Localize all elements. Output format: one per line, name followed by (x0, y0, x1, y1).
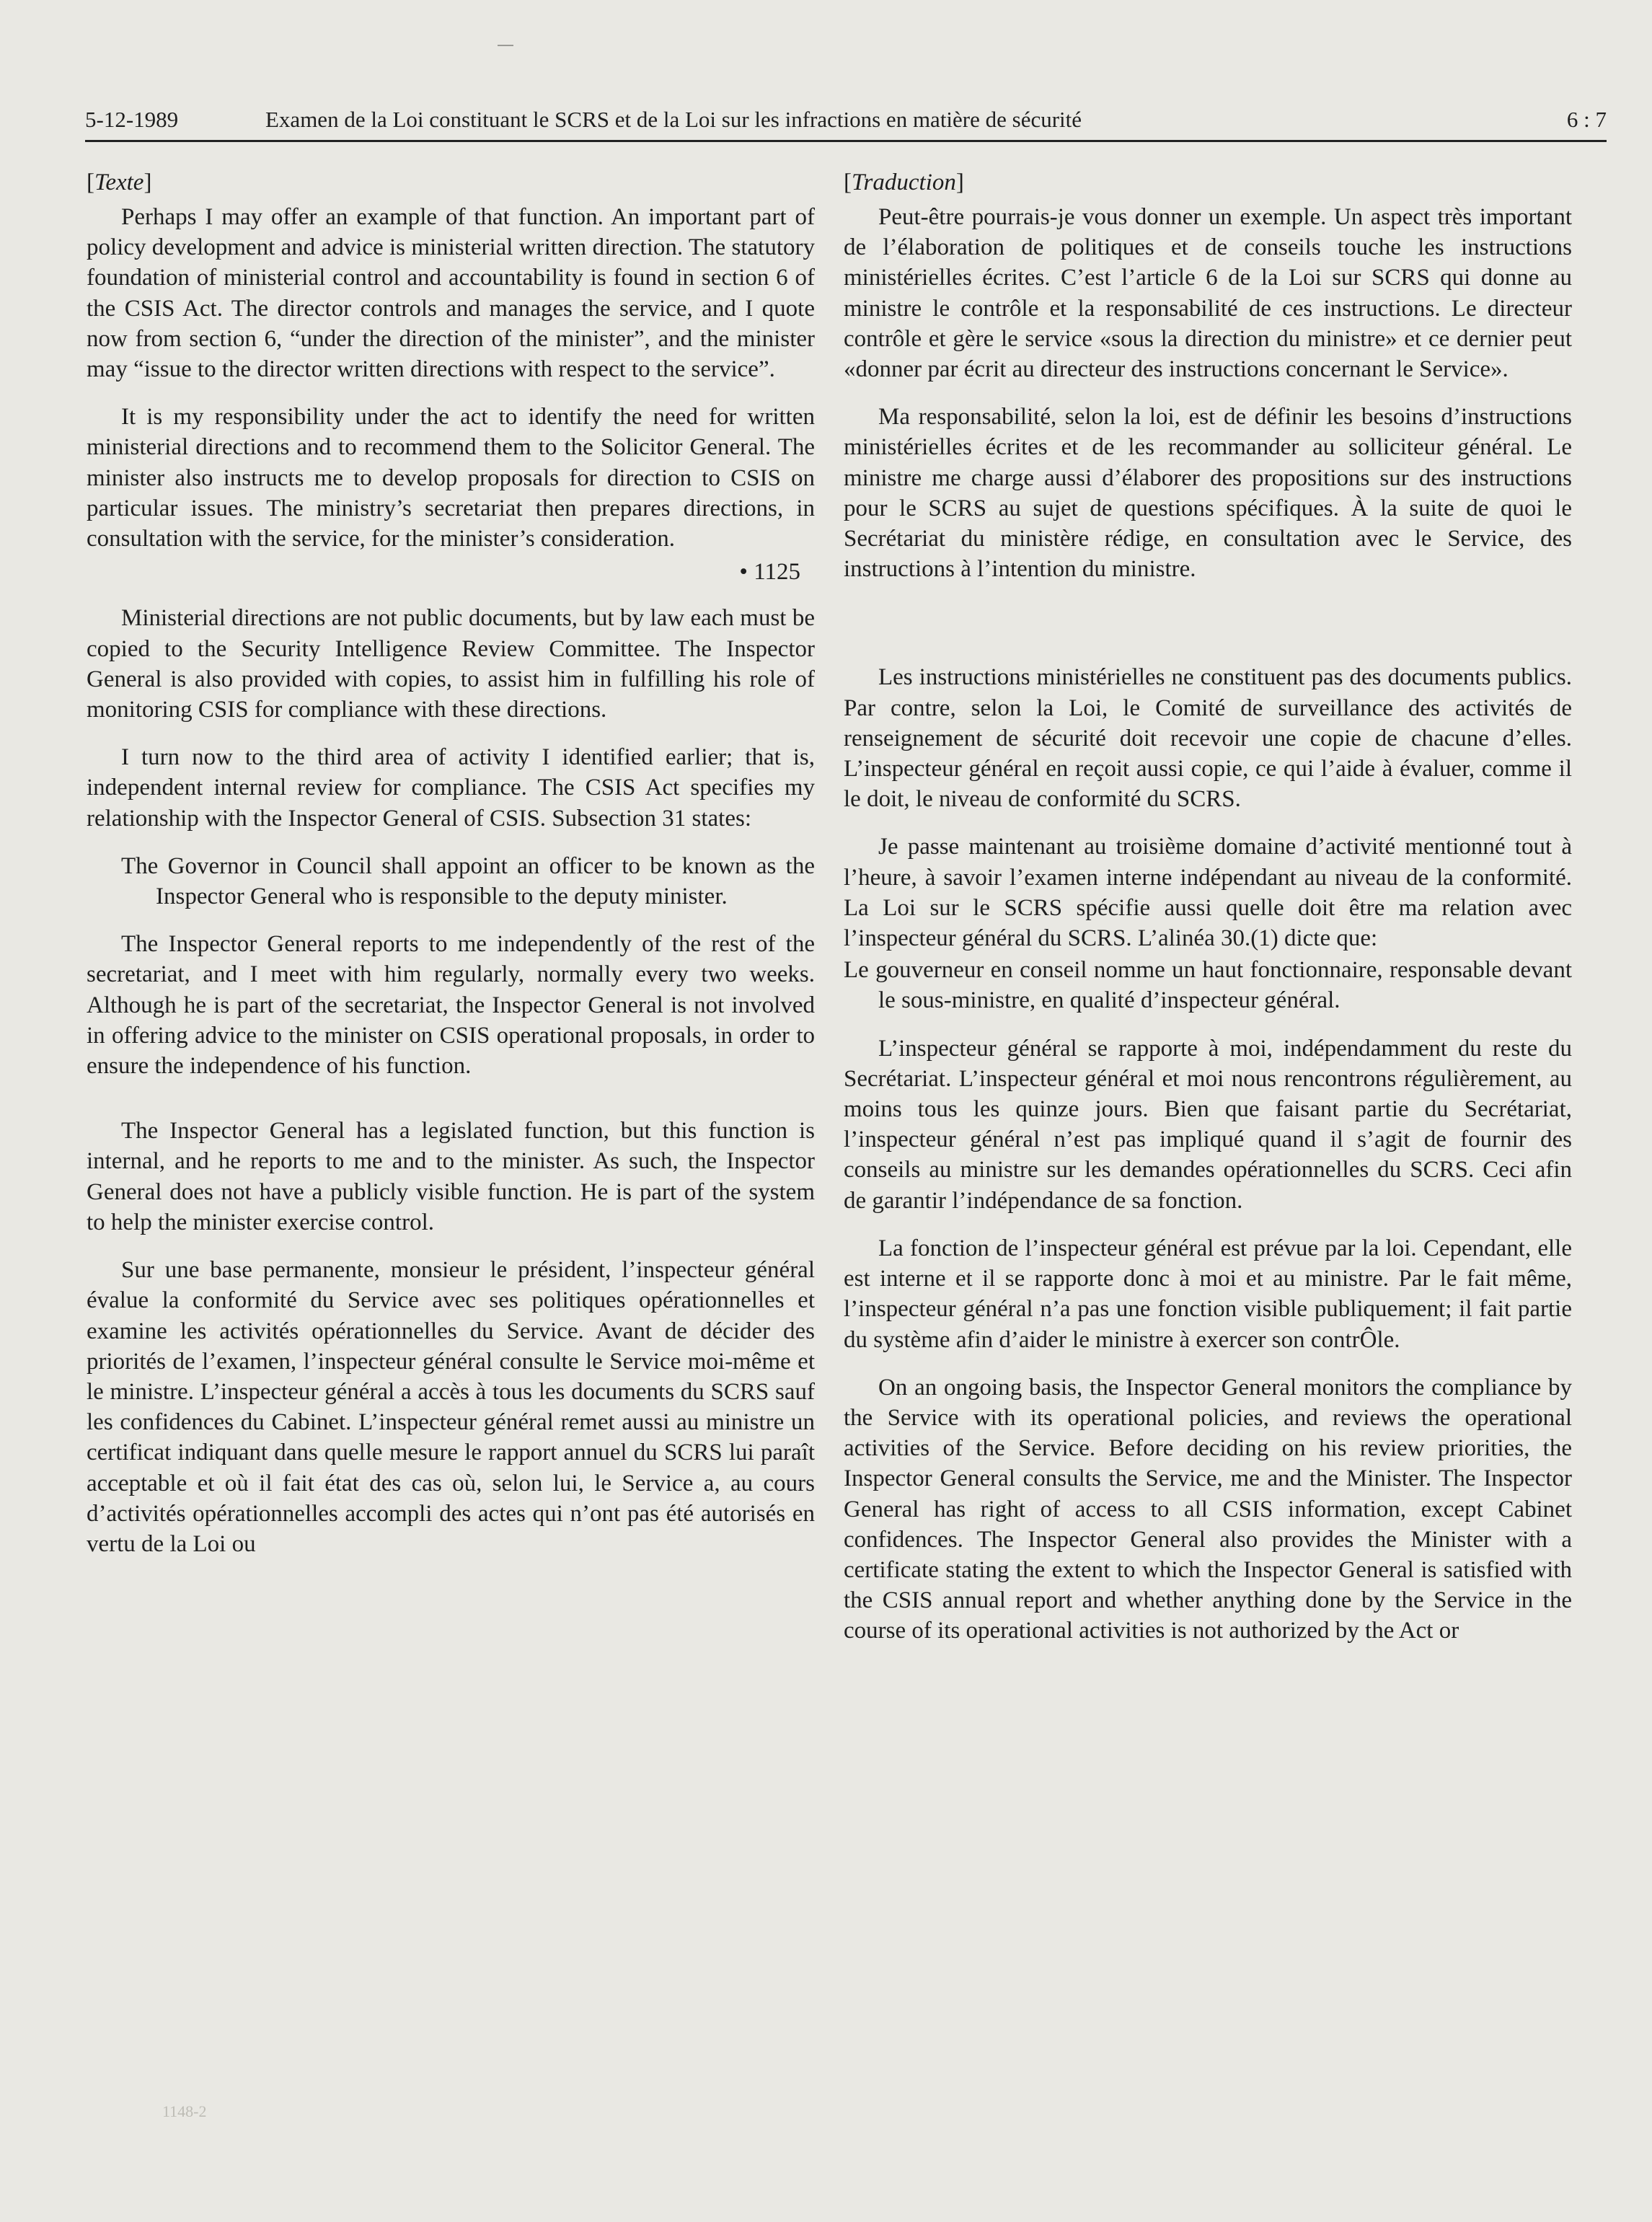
header-page-number: 6 : 7 (1566, 107, 1607, 132)
footer-mark: 1148-2 (162, 2102, 207, 2120)
left-paragraph-5: The Inspector General reports to me independently of the rest of the secretariat, and I meet with him regularly, normally every two weeks. Although he is part of the secretariat, the Inspector General is not involved in offering advice to the minister on CSIS operational proposals, in order to ensure the independence of his function. (87, 931, 815, 1080)
header-date: 5-12-1989 (85, 107, 179, 132)
left-paragraph-3: Ministerial directions are not public documents, but by law each must be copied to the Security Intelligence Review Committee. The Inspector General is also provided with copies, to assist him in fulfilling his role of monitoring CSIS for compliance with these directions. (87, 605, 815, 723)
left-paragraph-6: The Inspector General has a legislated function, but this function is internal, and he reports to me and to the minister. As such, the Inspector General does not have a publicly visible function. He is part of the system to help the minister exercise control. (87, 1118, 815, 1235)
right-paragraph-3: Les instructions ministérielles ne constituent pas des documents publics. Par contre, selon la Loi, le Comité de surveillance des activités de renseignement de sécurité doit recevoir une copie de chacune d’elles. L’inspecteur général en reçoit aussi copie, ce qui l’aide à évaluer, comme il le doit, le niveau de conformité du SCRS. (844, 664, 1572, 813)
right-paragraph-6: La fonction de l’inspecteur général est prévue par la loi. Cependant, elle est interne et il se rapporte donc à moi et au ministre. Par le fait même, l’inspecteur général n’a pas une fonction visible publiquement; il fait partie du système afin d’aider le ministre à exercer son contrÔle. (844, 1235, 1572, 1353)
right-paragraph-5: L’inspecteur général se rapporte à moi, indépendamment du reste du Secrétariat. L’inspecteur général et moi nous rencontrons régulièrement, au moins tous les quinze jours. Bien que faisant partie du Secrétariat, l’inspecteur général n’est pas impliqué quand il s’agit de fournir des conseils au ministre sur les demandes opérationnelles du SCRS. Ceci afin de garantir l’indépendance de sa fonction. (844, 1035, 1572, 1214)
left-quote: The Governor in Council shall appoint an officer to be known as the Inspector General who is responsible to the deputy minister. (121, 852, 815, 910)
right-quote: Le gouverneur en conseil nomme un haut fonctionnaire, responsable devant le sous-ministre, en qualité d’inspecteur général. (844, 957, 1572, 1014)
header-rule (85, 140, 1607, 142)
left-paragraph-2: It is my responsibility under the act to identify the need for written ministerial directions and to recommend them to the Solicitor General. The minister also instructs me to develop proposals for direction to CSIS on particular issues. The ministry’s secretariat then prepares directions, in consultation with the service, for the minister’s consideration. (87, 404, 815, 552)
time-marker: • 1125 (739, 559, 800, 586)
left-column-heading: [Texte] (87, 169, 152, 195)
right-paragraph-7: On an ongoing basis, the Inspector General monitors the compliance by the Service with its operational policies, and reviews the operational activities of the Service. Before deciding on his review priorities, the Inspector General consults the Service, me and the Minister. The Inspector General has right of access to all CSIS information, except Cabinet confidences. The Inspector General also provides the Minister with a certificate stating the extent to which the Inspector General is satisfied with the CSIS annual report and whether anything done by the Service in the course of its operational activities is not authorized by the Act or (844, 1374, 1572, 1644)
page-header (85, 107, 1607, 144)
right-heading-label: Traduction (852, 169, 956, 195)
right-column (844, 167, 1572, 1664)
header-title: Examen de la Loi constituant le SCRS et de la Loi sur les infractions en matière de sécurité (265, 107, 1082, 132)
right-column-heading: [Traduction] (844, 169, 964, 195)
left-paragraph-7: Sur une base permanente, monsieur le président, l’inspecteur général évalue la conformité du Service avec ses politiques opérationnelles et examine les activités opérationnelles du Service. Avant de décider des priorités de l’examen, l’inspecteur général consulte le Service moi-même et le ministre. L’inspecteur général a accès à tous les documents du SCRS sauf les confidences du Cabinet. L’inspecteur général remet aussi au ministre un certificat indiquant dans quelle mesure le rapport annuel du SCRS lui paraît acceptable et où il fait état des cas où, selon lui, le Service a, au cours d’activités opérationnelles accompli des actes qui n’ont pas été autorisés en vertu de la Loi ou (87, 1257, 815, 1557)
left-paragraph-1: Perhaps I may offer an example of that function. An important part of policy development and advice is ministerial written direction. The statutory foundation of ministerial control and accountability is found in section 6 of the CSIS Act. The director controls and manages the service, and I quote now from section 6, “under the direction of the minister”, and the minister may “issue to the director written directions with respect to the service”. (87, 204, 815, 383)
left-column (87, 167, 815, 1577)
top-dash (498, 45, 513, 46)
left-heading-label: Texte (94, 169, 144, 195)
right-paragraph-1: Peut-être pourrais-je vous donner un exemple. Un aspect très important de l’élaboration de politiques et de conseils touche les instructions ministérielles écrites. C’est l’article 6 de la Loi sur SCRS qui donne au ministre le contrôle et la responsabilité de ces instructions. Le directeur contrôle et gère le service «sous la direction du ministre» et ce dernier peut «donner par écrit au directeur des instructions concernant le Service». (844, 204, 1572, 383)
right-paragraph-4: Je passe maintenant au troisième domaine d’activité mentionné tout à l’heure, à savoir l’examen interne indépendant au niveau de la conformité. La Loi sur le SCRS spécifie aussi quelle doit être ma relation avec l’inspecteur général du SCRS. L’alinéa 30.(1) dicte que: (844, 834, 1572, 952)
right-paragraph-2: Ma responsabilité, selon la loi, est de définir les besoins d’instructions ministérielles écrites et de les recommander au solliciteur général. Le ministre me charge aussi d’élaborer des propositions sur des instructions pour le SCRS au sujet de questions spécifiques. À la suite de quoi le Secrétariat du ministère rédige, en consultation avec le Service, des instructions à l’intention du ministre. (844, 404, 1572, 583)
left-paragraph-4: I turn now to the third area of activity I identified earlier; that is, independent internal review for compliance. The CSIS Act specifies my relationship with the Inspector General of CSIS. Subsection 31 states: (87, 744, 815, 832)
